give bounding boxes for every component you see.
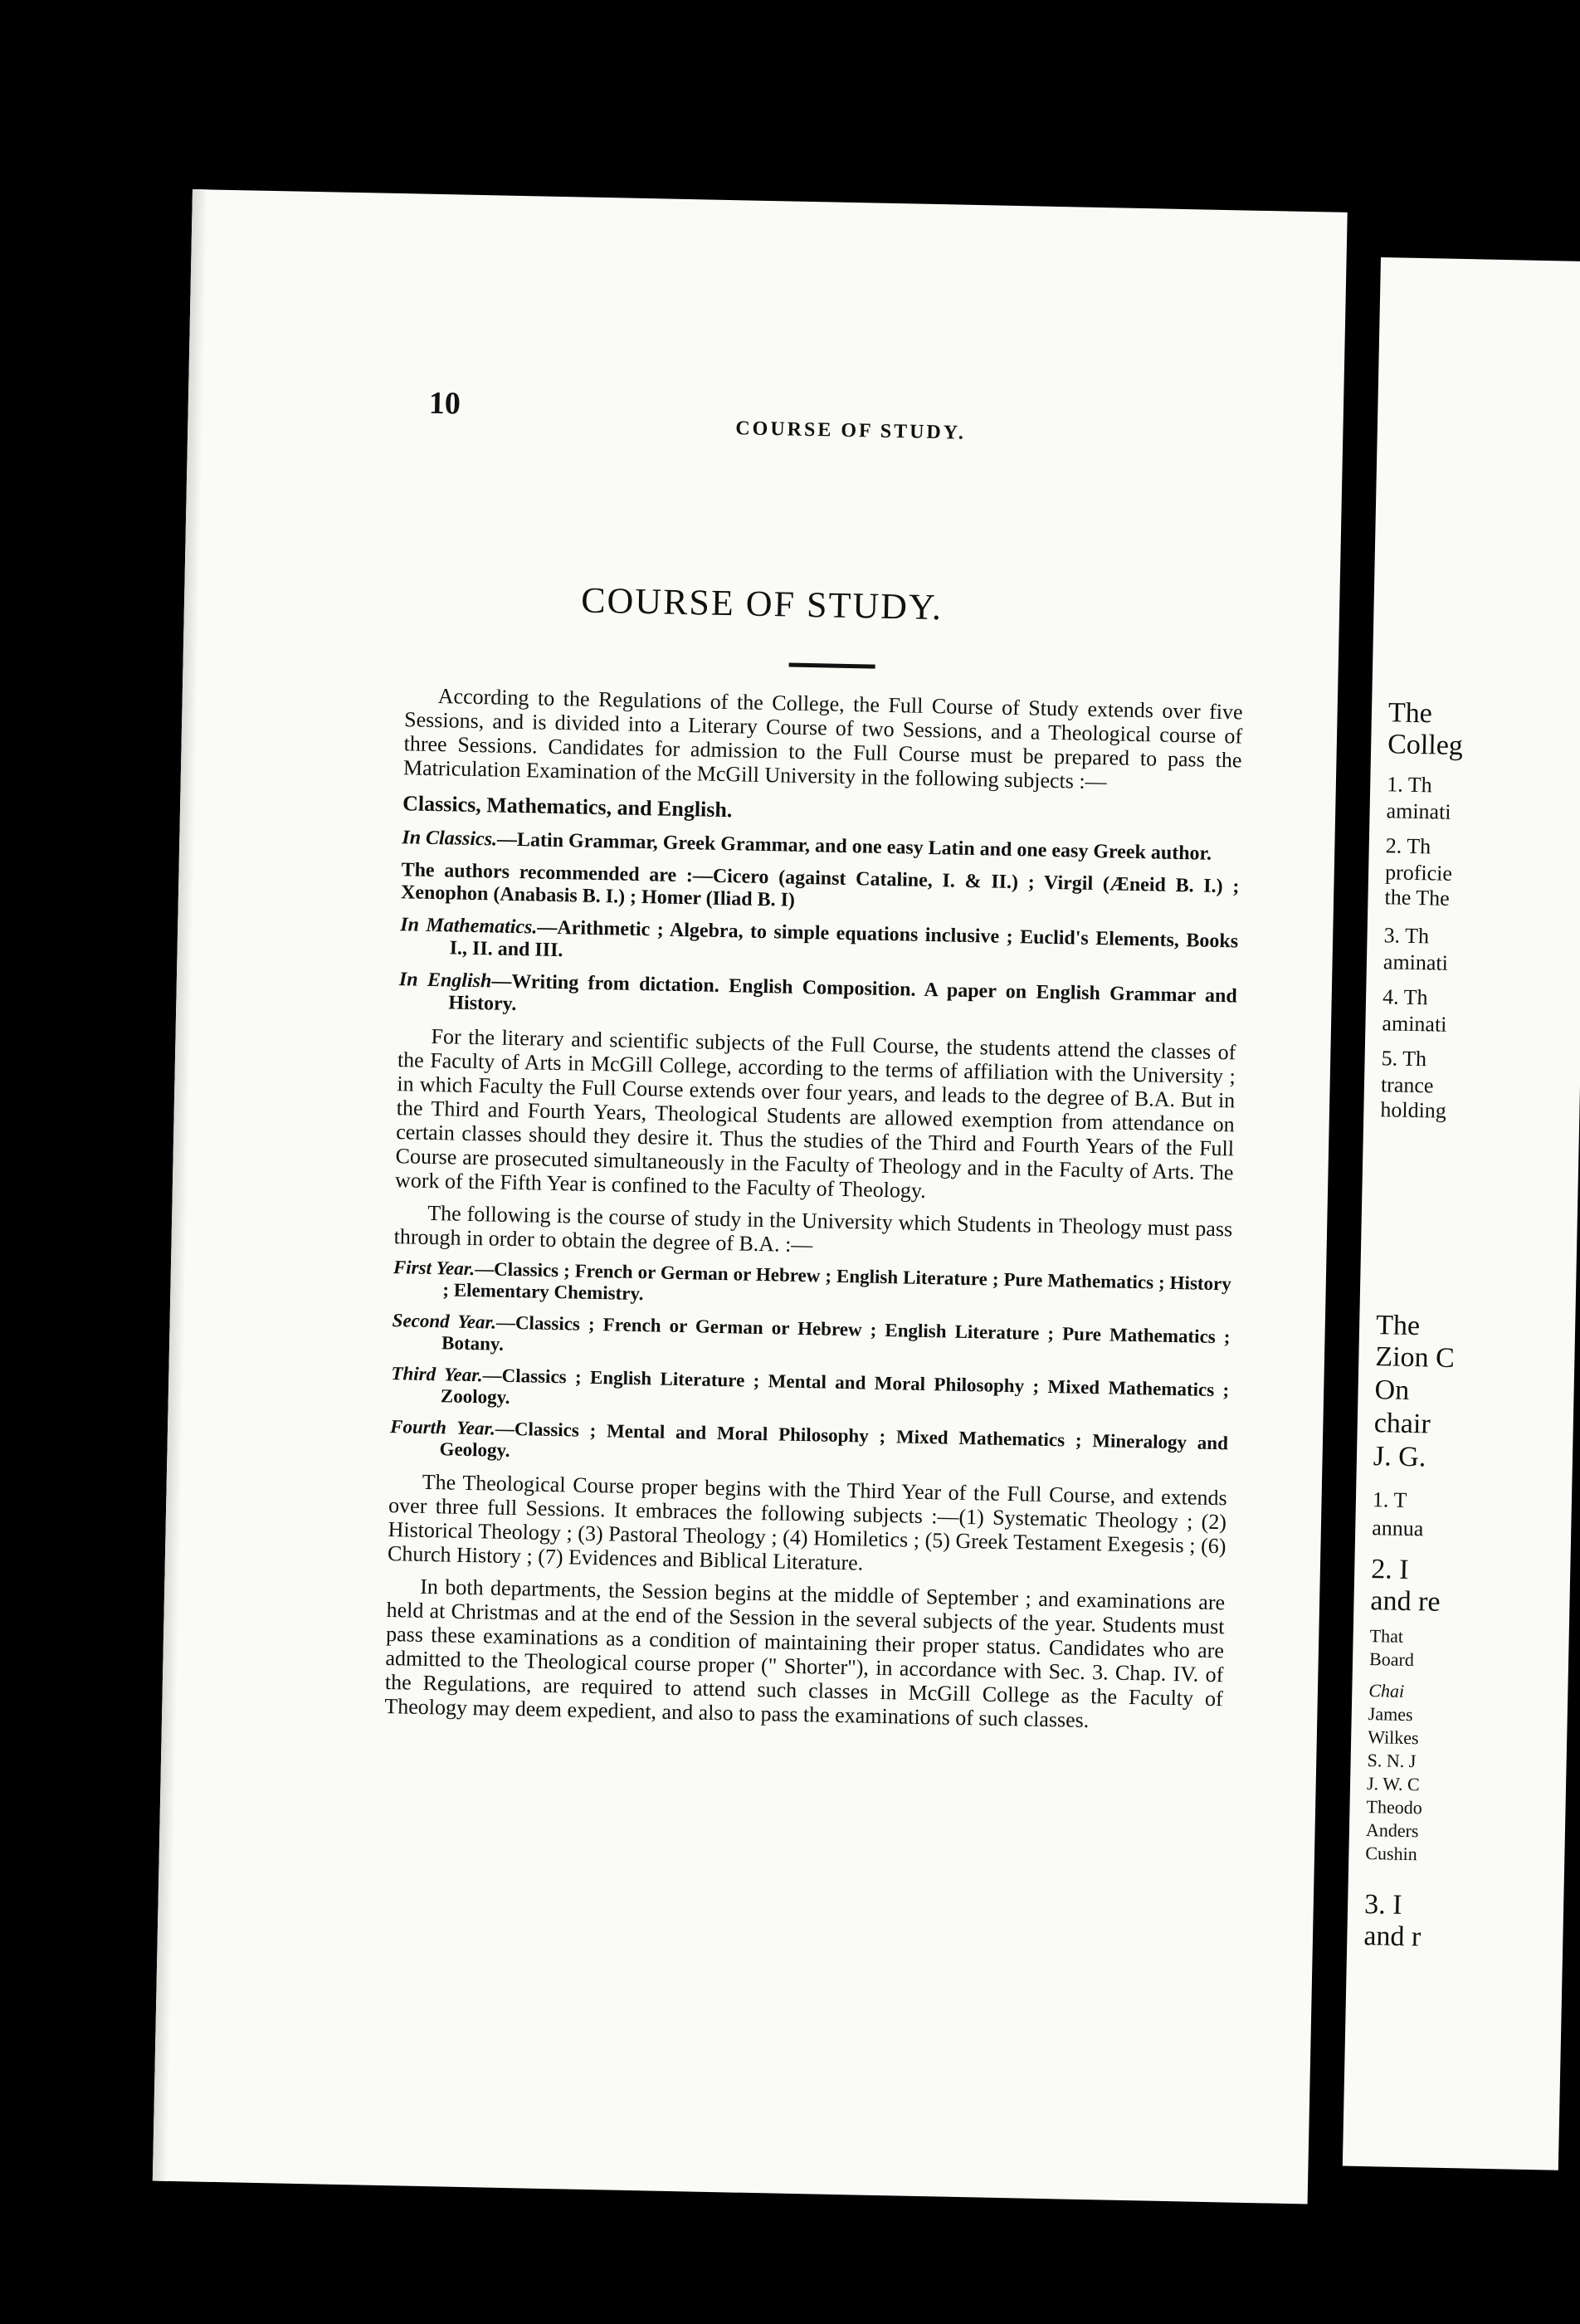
english-requirement bbox=[398, 969, 1237, 1030]
year-entry bbox=[391, 1363, 1230, 1423]
right-page-line: The bbox=[1387, 697, 1433, 730]
right-page-line: proficie bbox=[1384, 860, 1453, 886]
year-text: —Classics ; English Literature ; Mental and Moral Philosophy ; Mixed Mathematics ; Zoology. bbox=[440, 1365, 1230, 1408]
right-page-line: and re bbox=[1370, 1585, 1441, 1618]
year-lead: First Year. bbox=[393, 1257, 475, 1280]
theological-paragraph: The Theological Course proper begins with the Third Year of the Full Course, and extends over three full Sessions. It embraces the following subjects :—(1) Systematic Theology ; (2) Historical Theology ; (3) Pastoral Theology ; (4) Homiletics ; (5) Greek Testament Exegesis ; (6) Church History ; (7) Evidences and Biblical Literature. bbox=[387, 1469, 1227, 1575]
left-page bbox=[153, 189, 1348, 2204]
right-page-line: Wilkes bbox=[1367, 1726, 1419, 1749]
right-page-line: 2. Th bbox=[1385, 833, 1431, 859]
right-page-line: J. W. C bbox=[1366, 1773, 1420, 1795]
right-page-line: Theodo bbox=[1366, 1796, 1422, 1819]
right-page-line: aminati bbox=[1382, 1011, 1447, 1037]
english-lead: In English bbox=[398, 969, 492, 993]
right-page-line: The bbox=[1375, 1310, 1421, 1342]
title-rule bbox=[789, 663, 875, 669]
year-entry bbox=[393, 1257, 1231, 1316]
right-page-fragment bbox=[1343, 257, 1580, 2170]
year-lead: Second Year. bbox=[392, 1310, 497, 1333]
recommended-authors: The authors recommended are :—Cicero (against Cataline, I. & II.) ; Virgil (Æneid B. I.) ; Xenophon (Anabasis B. I.) ; Homer (Iliad B. I) bbox=[400, 859, 1240, 911]
right-page-line: S. N. J bbox=[1367, 1750, 1417, 1772]
page-title: COURSE OF STUDY. bbox=[580, 579, 944, 628]
right-page-line: 3. Th bbox=[1383, 923, 1430, 949]
right-page-line: Colleg bbox=[1387, 729, 1464, 762]
year-entry bbox=[389, 1416, 1228, 1476]
intro-paragraph: According to the Regulations of the College, the Full Course of Study extends over five Sessions, and is divided into a Literary Course of two Sessions, and a Theological course of three Sessions. Candidates for admission to the Full Course must be prepared to pass the Matriculation Examination of the McGill University in the following subjects :— bbox=[402, 684, 1243, 794]
right-page-line: 5. Th bbox=[1381, 1046, 1427, 1072]
running-head: COURSE OF STUDY. bbox=[735, 417, 967, 444]
right-page-line: and r bbox=[1363, 1920, 1422, 1953]
classics-requirement bbox=[402, 827, 1240, 866]
following-paragraph: The following is the course of study in the University which Students in Theology must pass through in order to obtain the degree of B.A. :— bbox=[393, 1200, 1233, 1257]
year-lead: Third Year. bbox=[391, 1363, 483, 1386]
right-page-line: 2. I bbox=[1370, 1554, 1409, 1585]
right-page-line: Cushin bbox=[1365, 1843, 1418, 1865]
right-page-line: Zion C bbox=[1375, 1341, 1456, 1374]
right-page-line: 4. Th bbox=[1382, 984, 1428, 1010]
right-page-line: 3. I bbox=[1363, 1889, 1402, 1921]
year-text: —Classics ; Mental and Moral Philosophy ; Mixed Mathematics ; Mineralogy and Geology. bbox=[439, 1418, 1229, 1461]
right-page-line: holding bbox=[1380, 1097, 1447, 1123]
sessions-paragraph: In both departments, the Session begins at the middle of September ; and examinations are held at Christmas and at the end of the Session in the several subjects of the year. Students must pass these examinations as a condition of maintaining their proper status. Candidates who are admitted to the Theological course proper (" Shorter"), in accordance with Sec. 3. Chap. IV. of the Regulations, are required to attend such classes in McGill College as the Faculty of Theology may deem expedient, and also to pass the examinations of such classes. bbox=[384, 1574, 1226, 1733]
year-text: —Classics ; French or German or Hebrew ; English Literature ; Pure Mathematics ; Botany. bbox=[441, 1311, 1231, 1355]
right-page-line: aminati bbox=[1382, 950, 1449, 975]
mathematics-lead: In Mathematics. bbox=[400, 914, 538, 939]
right-page-line: James bbox=[1368, 1703, 1413, 1726]
right-page-line: the The bbox=[1384, 885, 1451, 911]
right-page-line: Board bbox=[1368, 1648, 1415, 1671]
year-text: —Classics ; French or German or Hebrew ; English Literature ; Pure Mathematics ; History ; Elementary Chemistry. bbox=[442, 1258, 1232, 1305]
mathematics-text: —Arithmetic ; Algebra, to simple equations inclusive ; Euclid's Elements, Books I., II. and III. bbox=[449, 916, 1239, 962]
right-page-line: 1. Th bbox=[1386, 772, 1432, 798]
year-entry bbox=[392, 1310, 1231, 1370]
right-page-line: aminati bbox=[1386, 798, 1451, 824]
right-page-line: On bbox=[1374, 1374, 1410, 1406]
right-page-line: Anders bbox=[1365, 1819, 1419, 1842]
page-body bbox=[384, 683, 1243, 1743]
page-fold-shadow bbox=[153, 189, 207, 2181]
classics-lead: In Classics. bbox=[402, 827, 498, 851]
english-text: —Writing from dictation. English Composition. A paper on English Grammar and History. bbox=[448, 970, 1237, 1016]
year-lead: Fourth Year. bbox=[389, 1416, 496, 1439]
right-page-line: That bbox=[1369, 1625, 1404, 1647]
right-page-line: annua bbox=[1371, 1516, 1424, 1541]
subjects-heading: Classics, Mathematics, and English. bbox=[402, 791, 733, 823]
page-number: 10 bbox=[428, 385, 461, 422]
right-page-line: trance bbox=[1380, 1072, 1434, 1098]
literary-paragraph: For the literary and scientific subjects of the Full Course, the students attend the classes of the Faculty of Arts in McGill College, according to the terms of affiliation with the University ; in which Faculty the Full Course extends over four years, and leads to the degree of B.A. But in the Third and Fourth Years, Theological Students are allowed exemption from attendance on certain classes should they desire it. Thus the studies of the Third and Fourth Years of the Full Course are prosecuted simultaneously in the Faculty of Theology and in the Faculty of Arts. The work of the Fifth Year is confined to the Faculty of Theology. bbox=[394, 1023, 1236, 1203]
classics-text: —Latin Grammar, Greek Grammar, and one easy Latin and one easy Greek author. bbox=[496, 828, 1212, 865]
right-page-line: chair bbox=[1373, 1408, 1431, 1440]
right-page-line: Chai bbox=[1368, 1680, 1405, 1702]
right-page-line: 1. T bbox=[1372, 1487, 1407, 1512]
right-page-line: J. G. bbox=[1373, 1441, 1426, 1473]
mathematics-requirement bbox=[399, 914, 1238, 975]
